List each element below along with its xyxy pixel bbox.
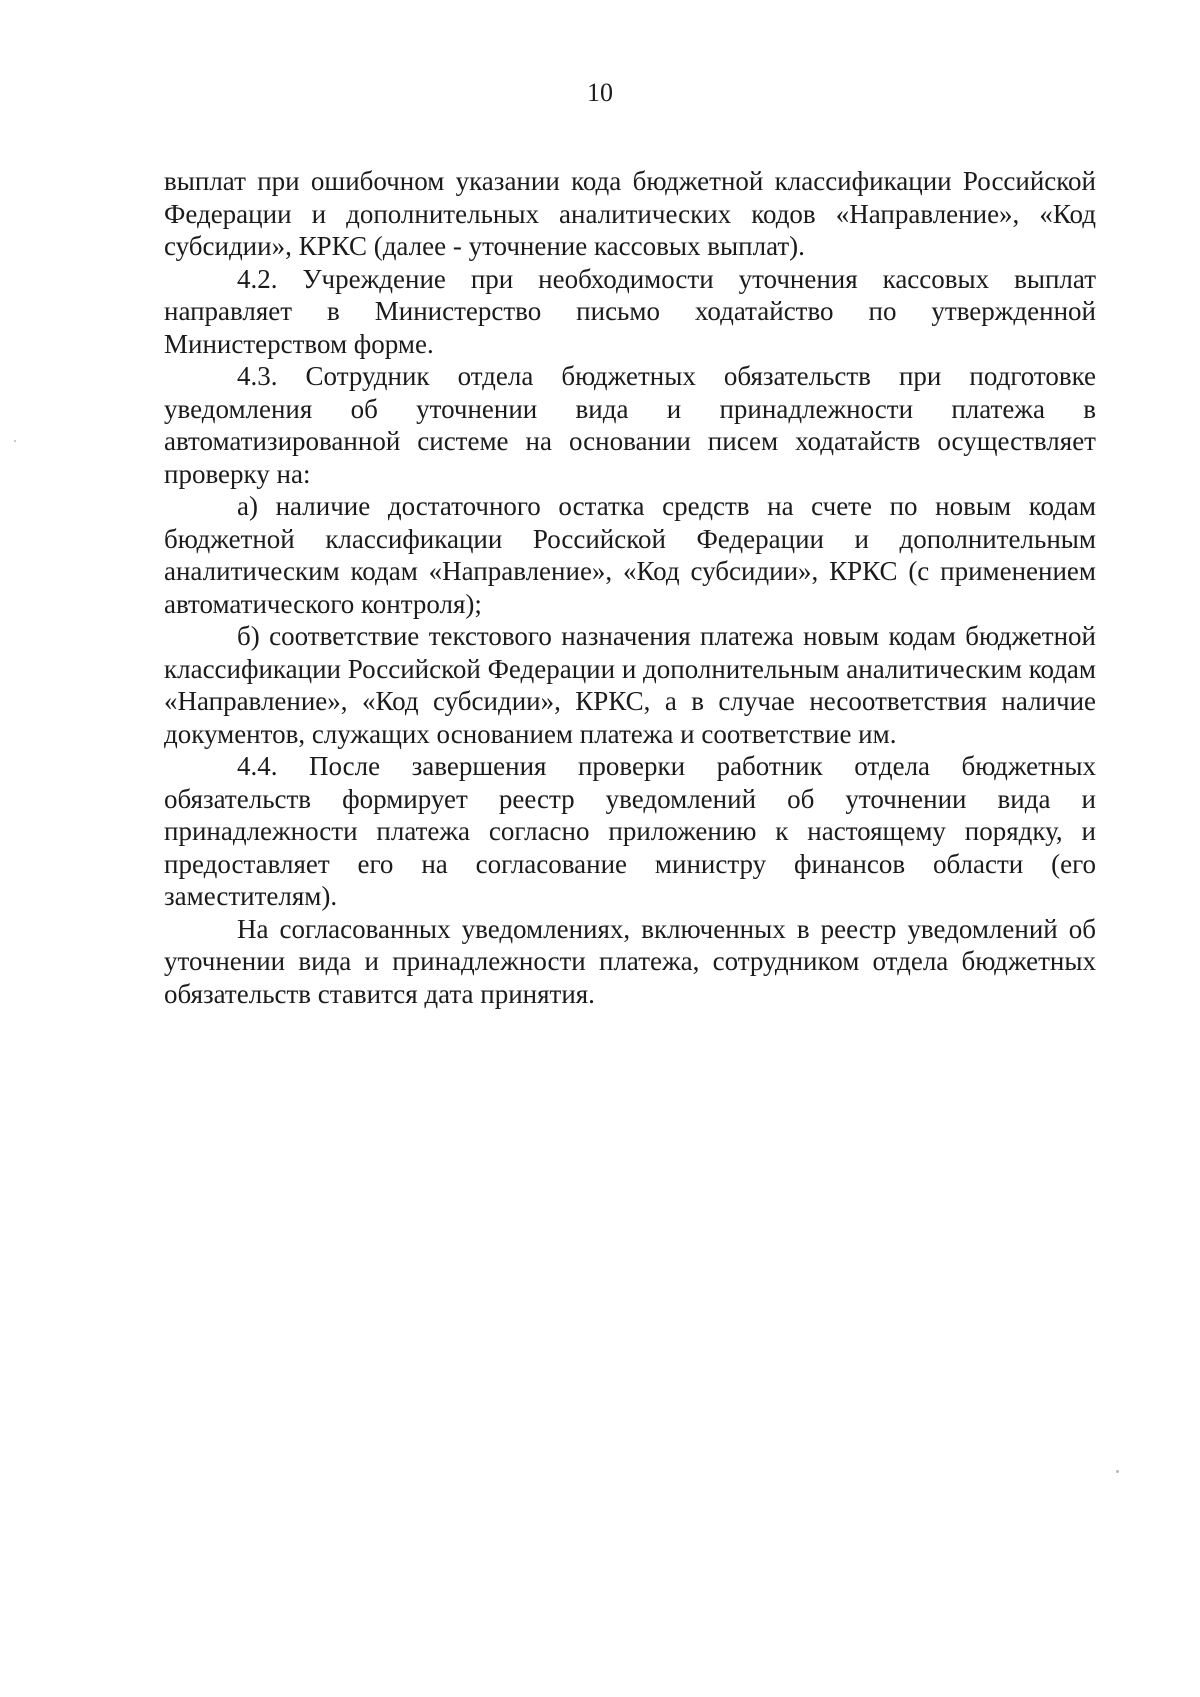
paragraph-item-b: б) соответствие текстового назначения платежа новым кодам бюджетной классификации Российской Федерации и дополнительным аналитическим кодам «Направление», «Код субсидии», КРКС, а в случае несоответствия наличие документов, служащих основанием платежа и соответствие им. [164,621,1096,749]
document-body [164,165,1096,1010]
scan-speck [14,440,16,442]
paragraph-continuation: выплат при ошибочном указании кода бюджетной классификации Российской Федерации и дополнительных аналитических кодов «Направление», «Код субсидии», КРКС (далее - уточнение кассовых выплат). [164,166,1096,261]
page-number: 10 [587,78,613,107]
paragraph-final: На согласованных уведомлениях, включенных в реестр уведомлений об уточнении вида и принадлежности платежа, сотрудником отдела бюджетных обязательств ставится дата принятия. [164,913,1096,1009]
paragraph-4-4: 4.4. После завершения проверки работник отдела бюджетных обязательств формирует реестр уведомлений об уточнении вида и принадлежности платежа согласно приложению к настоящему порядку, и предоставляет его на согласование министру финансов области (его заместителям). [164,751,1096,911]
paragraph-4-3: 4.3. Сотрудник отдела бюджетных обязательств при подготовке уведомления об уточнении вида и принадлежности платежа в автоматизированной системе на основании писем ходатайств осуществляет проверку на: [164,361,1096,489]
paragraph-4-2: 4.2. Учреждение при необходимости уточнения кассовых выплат направляет в Министерство письмо ходатайство по утвержденной Министерством форме. [164,263,1096,359]
paragraph-item-a: а) наличие достаточного остатка средств на счете по новым кодам бюджетной классификации Российской Федерации и дополнительным аналитическим кодам «Направление», «Код субсидии», КРКС (с применением автоматического контроля); [164,491,1096,619]
scan-speck [1116,1470,1119,1473]
